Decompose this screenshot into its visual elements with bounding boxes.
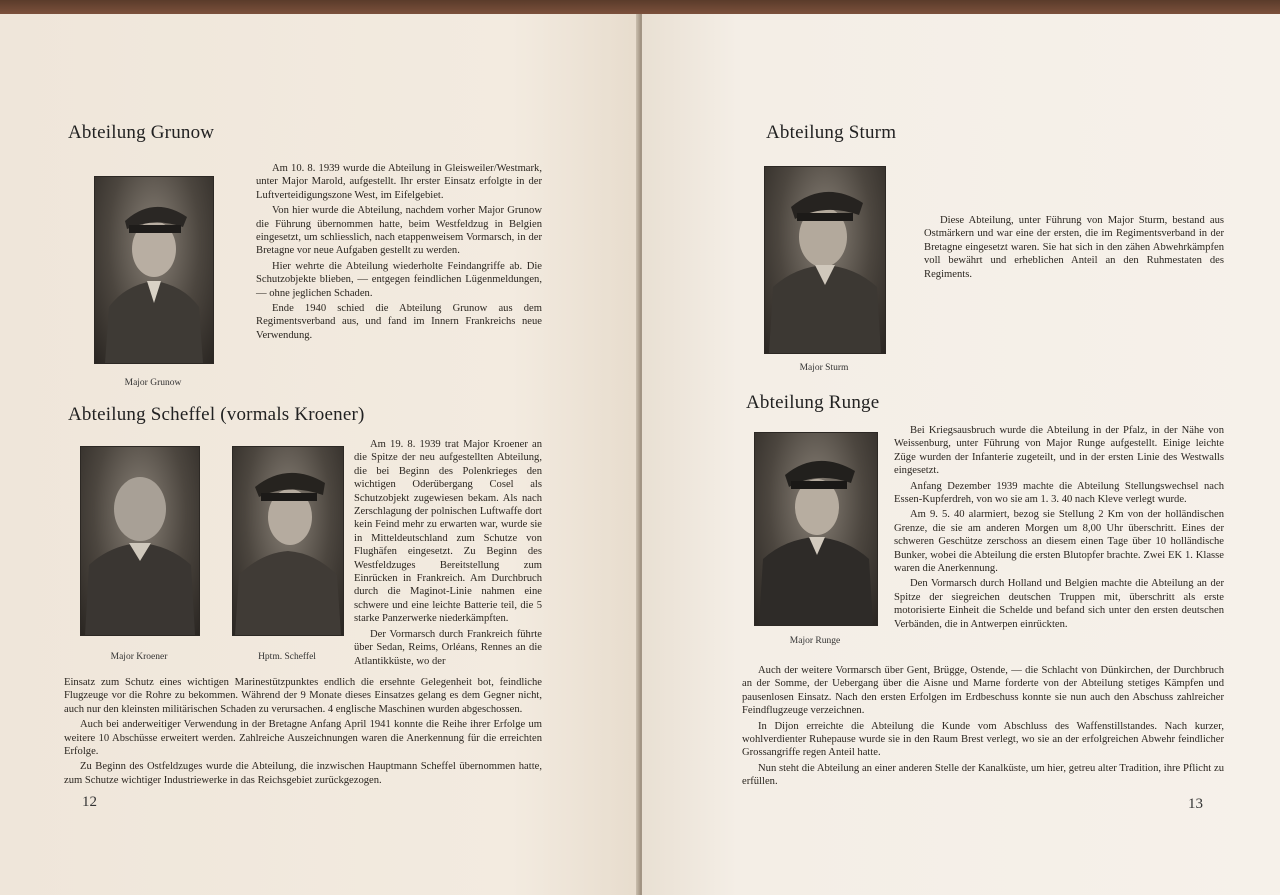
photo-major-runge [754, 432, 878, 626]
paragraph: Den Vormarsch durch Holland und Belgien machte die Abteilung an der Spitze der siegreichen deutschen Truppen mit, überschritt als erste motorisierte Einheit die Schelde und befand sich unter den ersten deutschen Verbänden, die in Antwerpen einrückten. [894, 578, 1224, 630]
page-number-right: 13 [1188, 796, 1203, 812]
caption-major-runge: Major Runge [789, 636, 841, 646]
heading-runge: Abteilung Runge [746, 392, 880, 413]
photo-hptm-scheffel [232, 446, 344, 636]
right-page [642, 14, 1280, 895]
photo-major-kroener [80, 446, 200, 636]
caption-major-sturm: Major Sturm [799, 363, 849, 373]
paragraph: Am 10. 8. 1939 wurde die Abteilung in Gleisweiler/Westmark, unter Major Marold, aufgestellt. Ihr erster Einsatz erfolgte in der Luftverteidigungszone West, im Eifelgebiet. [256, 163, 542, 201]
paragraph: Zu Beginn des Ostfeldzuges wurde die Abteilung, die inzwischen Hauptmann Scheffel übernommen hatte, zum Schutze wichtiger Industriewerke in das Reichsgebiet zurückgezogen. [64, 761, 542, 786]
text-scheffel-side [354, 438, 542, 670]
left-page [0, 14, 640, 895]
paragraph: Am 9. 5. 40 alarmiert, bezog sie Stellung 2 Km von der holländischen Grenze, die sie am anderen Morgen um 8,00 Uhr überschritt. Eines der schweren Geschütze zerschoss an diesem einen Tage über 10 holländische Bunker, wobei die Abteilung die ersten Blutopfer brachte. Zwei EK 1. Klasse waren die Anerkennung. [894, 509, 1224, 575]
caption-major-grunow: Major Grunow [124, 378, 182, 388]
photo-major-sturm [764, 166, 886, 354]
paragraph: Am 19. 8. 1939 trat Major Kroener an die Spitze der neu aufgestellten Abteilung, die bei Beginn des Polenkrieges den wichtigen Oderübergang Cosel als Schutzobjekt zugewiesen bekam. Als nach Zerschlagung der polnischen Luftwaffe dort kein Feind mehr zu erwarten war, wurde sie in Mitteldeutschland zum Schutze von Flughäfen eingesetzt. Zu Beginn des Westfeldzuges Bereitstellung zum Einrücken in Frankreich. Am Durchbruch durch die Maginot-Linie nahmen eine schwere und eine leichte Batterie teil, die 5 starke Panzerwerke niederkämpften. [354, 439, 542, 625]
paragraph: Einsatz zum Schutz eines wichtigen Marinestützpunktes endlich die ersehnte Gelegenheit bot, feindliche Flugzeuge vor die Rohre zu bekommen. Während der 9 Monate dieses Einsatzes gelang es dem Gegner nicht, auch nur den kleinsten militärischen Schaden zu verursachen. 4 englische Maschinen wurden abgeschossen. [64, 677, 542, 715]
text-grunow [256, 162, 542, 344]
paragraph: Nun steht die Abteilung an einer anderen Stelle der Kanalküste, um hier, getreu alter Tradition, ihre Pflicht zu erfüllen. [742, 762, 1224, 788]
paragraph: Bei Kriegsausbruch wurde die Abteilung in der Pfalz, in der Nähe von Weissenburg, unter Führung von Major Runge aufgestellt. Einige leichte Züge wurden der Infanterie zugeteilt, und in der ersten Linie des Westwalls eingesetzt. [894, 425, 1224, 477]
heading-scheffel: Abteilung Scheffel (vormals Kroener) [68, 404, 365, 425]
text-sturm [924, 214, 1224, 283]
paragraph: Von hier wurde die Abteilung, nachdem vorher Major Grunow die Führung übernommen hatte, beim Westfeldzug in Belgien eingesetzt, um schliesslich, nach etappenweisem Vormarsch, in der Bretagne vor neue Aufgaben gestellt zu werden. [256, 205, 542, 257]
paragraph: Diese Abteilung, unter Führung von Major Sturm, bestand aus Ostmärkern und war eine der ersten, die im Regimentsverband in der Bretagne eingesetzt waren. Sie hat sich in den zähen Abwehrkämpfen voll bewährt und erheblichen Anteil an den Ruhmestaten des Regiments. [924, 215, 1224, 280]
caption-major-kroener: Major Kroener [110, 652, 168, 662]
text-runge-side [894, 424, 1224, 633]
caption-hptm-scheffel: Hptm. Scheffel [258, 652, 316, 662]
heading-sturm: Abteilung Sturm [766, 122, 897, 143]
paragraph: Auch der weitere Vormarsch über Gent, Brügge, Ostende, — die Schlacht von Dünkirchen, der Durchbruch an der Somme, der Uebergang über die Aisne und Marne forderte von der Abteilung stetiges Kämpfen und pausenlosen Einsatz. Nach den ersten Erfolgen im Erdbeschuss konnte sie nun auch den Abschuss zahlreicher Feindflugzeuge verzeichnen. [742, 665, 1224, 717]
text-scheffel-full [64, 676, 542, 789]
text-runge-full [742, 664, 1224, 791]
photo-major-grunow [94, 176, 214, 364]
paragraph: Auch bei anderweitiger Verwendung in der Bretagne Anfang April 1941 konnte die Reihe ihrer Erfolge um weitere 10 Abschüsse erweitert werden. Zahlreiche Auszeichnungen waren die Anerkennung für die erreichten Erfolge. [64, 719, 542, 758]
paragraph: In Dijon erreichte die Abteilung die Kunde vom Abschluss des Waffenstillstandes. Nach kurzer, wohlverdienter Ruhepause wurde sie in den Raum Brest verlegt, wo sie an der erfolgreichen Abwehr feindlicher Grossangriffe regen Anteil hatte. [742, 720, 1224, 759]
heading-grunow: Abteilung Grunow [68, 122, 215, 143]
paragraph: Hier wehrte die Abteilung wiederholte Feindangriffe ab. Die Schutzobjekte blieben, — entgegen feindlichen Lügenmeldungen, — ohne jeglichen Schaden. [256, 260, 542, 299]
page-number-left: 12 [82, 794, 97, 810]
paragraph: Anfang Dezember 1939 machte die Abteilung Stellungswechsel nach Essen-Kupferdreh, von wo sie am 1. 3. 40 nach Kleve verlegt wurde. [894, 480, 1224, 506]
paragraph: Ende 1940 schied die Abteilung Grunow aus dem Regimentsverband aus, und fand im Innern Frankreichs neue Verwendung. [256, 303, 542, 341]
paragraph: Der Vormarsch durch Frankreich führte über Sedan, Reims, Orléans, Rennes an die Atlantikküste, wo der [354, 628, 542, 667]
